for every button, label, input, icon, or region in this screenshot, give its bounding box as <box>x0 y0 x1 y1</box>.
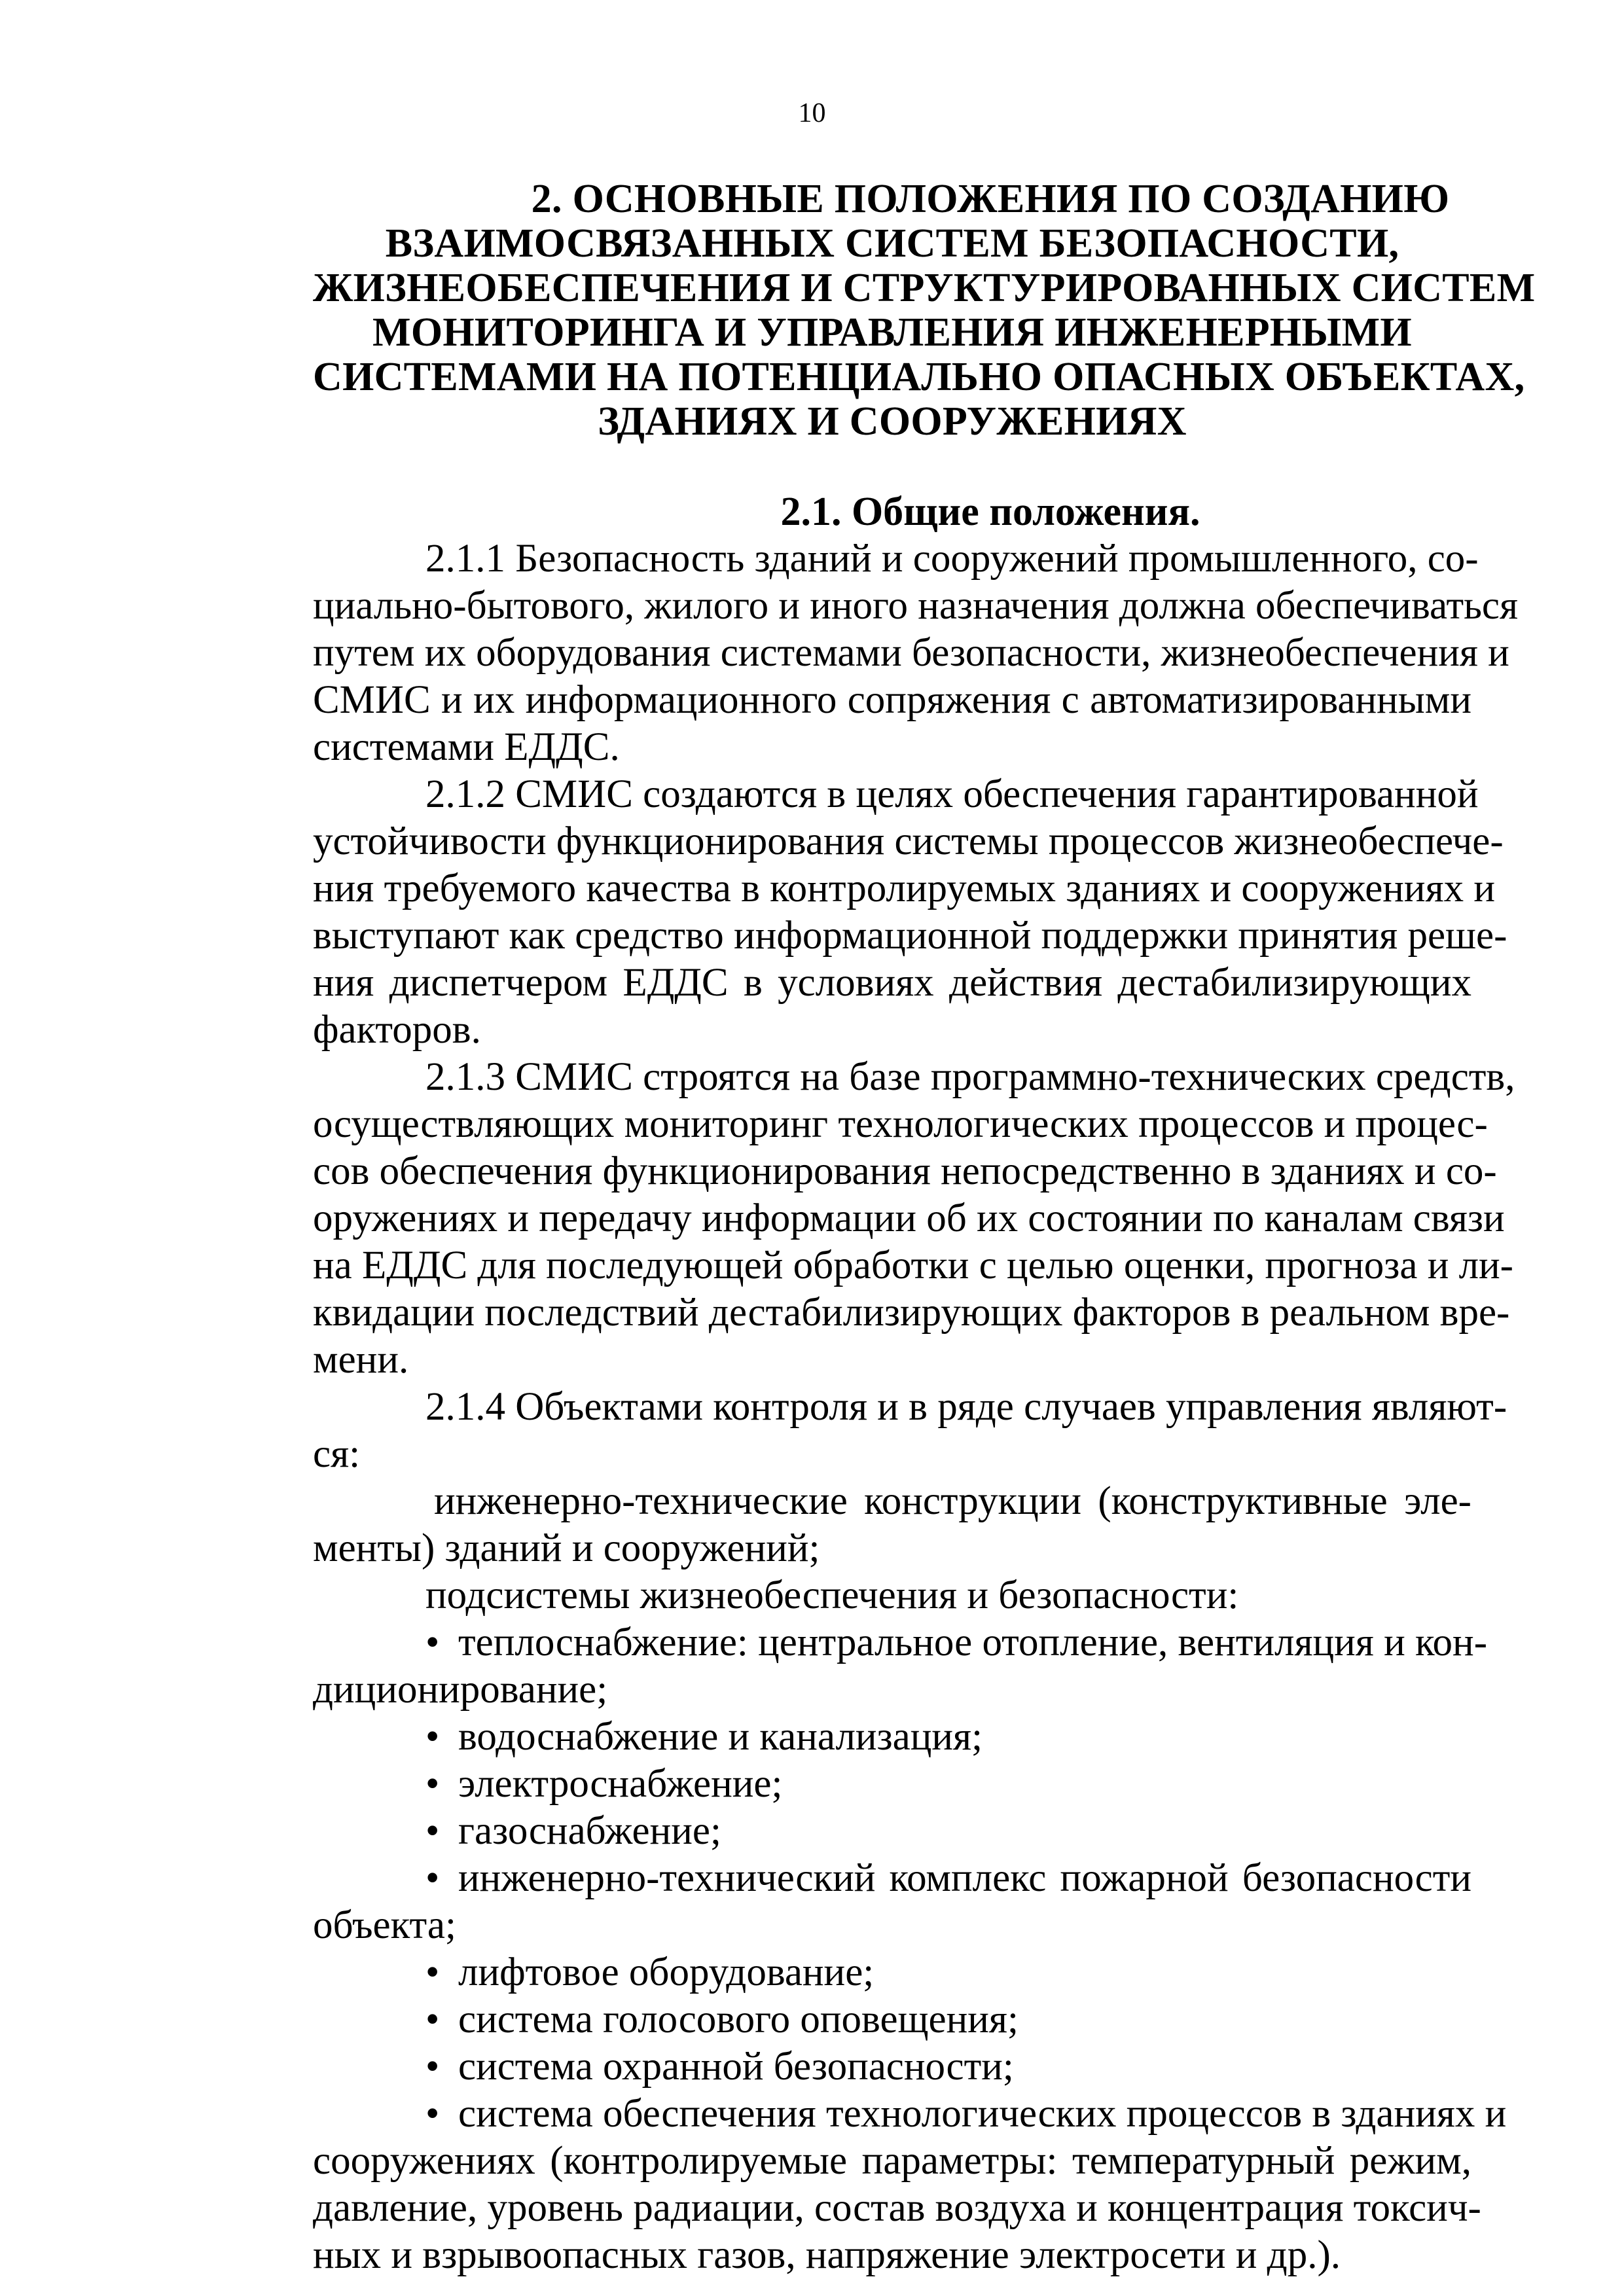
list-item <box>313 1808 1471 1855</box>
paragraph-line: ния требуемого качества в контролируемых зданиях и сооружениях и <box>313 867 1496 910</box>
bullet-icon: • <box>425 1856 440 1900</box>
list-item-line <box>313 1996 1471 2043</box>
list-item-line: давление, уровень радиации, состав воздуха и концентрация токсич- <box>313 2186 1481 2230</box>
paragraph-2-1-3 <box>313 1054 1515 1384</box>
paragraph-line: подсистемы жизнеобеспечения и безопасности: <box>425 1573 1239 1617</box>
list-item-line: ных и взрывоопасных газов, напряжение электросети и др.). <box>313 2233 1341 2277</box>
list-item-line: объекта; <box>313 1903 456 1947</box>
list-item <box>313 1949 1471 1996</box>
chapter-title <box>313 177 1536 444</box>
paragraph-2-1-1 <box>313 535 1519 771</box>
list-item-text: газоснабжение; <box>458 1809 721 1853</box>
paragraph-line: менты) зданий и сооружений; <box>313 1526 820 1570</box>
chapter-title-line: 2. ОСНОВНЫЕ ПОЛОЖЕНИЯ ПО СОЗДАНИЮ <box>531 177 1450 221</box>
paragraph-line: квидации последствий дестабилизирующих факторов в реальном вре- <box>313 1291 1510 1335</box>
list-item <box>313 2043 1471 2090</box>
paragraph-line: системами ЕДДС. <box>313 725 620 769</box>
paragraph-line: факторов. <box>313 1008 481 1052</box>
list-item-line <box>313 2043 1471 2090</box>
list-item-line <box>313 1855 1471 1902</box>
list-item-text: водоснабжение и канализация; <box>458 1715 983 1759</box>
bullet-icon: • <box>425 1809 440 1853</box>
paragraph-line: устойчивости функционирования системы процессов жизнеобеспече- <box>313 819 1504 863</box>
bullet-list <box>313 1619 1507 2279</box>
list-item-text: лифтовое оборудование; <box>458 1950 875 1994</box>
bullet-icon: • <box>425 1621 440 1664</box>
list-item-text: система обеспечения технологических процессов в зданиях и <box>458 2092 1507 2136</box>
list-item-text: теплоснабжение: центральное отопление, вентиляция и кон- <box>458 1621 1488 1664</box>
paragraph-line: 2.1.4 Объектами контроля и в ряде случаев управления являют- <box>425 1385 1507 1429</box>
paragraph-line: 2.1.3 СМИС строятся на базе программно-технических средств, <box>425 1055 1515 1099</box>
paragraph-line: осуществляющих мониторинг технологических процессов и процес- <box>313 1102 1488 1146</box>
bullet-icon: • <box>425 1950 440 1994</box>
list-item-line <box>313 1713 1471 1761</box>
list-item-text: инженерно-технический комплекс пожарной безопасности <box>458 1856 1471 1900</box>
bullet-icon: • <box>425 1762 440 1806</box>
chapter-title-line: ВЗАИМОСВЯЗАННЫХ СИСТЕМ БЕЗОПАСНОСТИ, <box>385 221 1399 266</box>
chapter-title-line: МОНИТОРИНГА И УПРАВЛЕНИЯ ИНЖЕНЕРНЫМИ <box>372 310 1412 355</box>
list-item-line <box>313 2090 1507 2138</box>
paragraph-line: инженерно-технические конструкции (конструктивные эле- <box>434 1479 1471 1523</box>
list-item <box>313 2090 1507 2279</box>
list-item <box>313 1619 1488 1713</box>
paragraph-2-1-2 <box>313 771 1507 1054</box>
paragraph-line: ния диспетчером ЕДДС в условиях действия дестабилизирующих <box>313 961 1471 1005</box>
bullet-icon: • <box>425 2045 440 2089</box>
paragraph-line: сов обеспечения функционирования непосредственно в зданиях и со- <box>313 1149 1497 1193</box>
paragraph-line: СМИС и их информационного сопряжения с автоматизированными <box>313 678 1471 722</box>
paragraph-line: выступают как средство информационной поддержки принятия реше- <box>313 914 1507 958</box>
list-item <box>313 1855 1471 1949</box>
list-item-text: система охранной безопасности; <box>458 2045 1014 2089</box>
paragraph-line: 2.1.1 Безопасность зданий и сооружений промышленного, со- <box>425 537 1479 581</box>
list-item <box>313 1761 1471 1808</box>
body-text <box>313 535 1519 2279</box>
paragraph-line: мени. <box>313 1338 409 1382</box>
list-item-line <box>313 1808 1471 1855</box>
paragraph-line: 2.1.2 СМИС создаются в целях обеспечения гарантированной <box>425 772 1479 816</box>
list-item-line <box>313 1619 1488 1666</box>
page-content <box>313 177 1536 2279</box>
paragraph-2-1-4 <box>313 1384 1507 1619</box>
paragraph-line: циально-бытового, жилого и иного назначения должна обеспечиваться <box>313 584 1519 628</box>
section-title: 2.1. Общие положения. <box>780 490 1200 534</box>
paragraph-line: на ЕДДС для последующей обработки с целью оценки, прогноза и ли- <box>313 1244 1513 1287</box>
list-item-line: диционирование; <box>313 1668 608 1712</box>
list-item <box>313 1713 1471 1761</box>
list-item-line: сооружениях (контролируемые параметры: температурный режим, <box>313 2139 1471 2183</box>
list-item-line <box>313 1761 1471 1808</box>
chapter-title-line: ЖИЗНЕОБЕСПЕЧЕНИЯ И СТРУКТУРИРОВАННЫХ СИСТЕМ <box>313 266 1536 310</box>
paragraph-line: оружениях и передачу информации об их состоянии по каналам связи <box>313 1196 1505 1240</box>
bullet-icon: • <box>425 1715 440 1759</box>
chapter-title-line: СИСТЕМАМИ НА ПОТЕНЦИАЛЬНО ОПАСНЫХ ОБЪЕКТАХ, <box>313 355 1525 399</box>
page-number: 10 <box>798 98 826 128</box>
bullet-icon: • <box>425 1998 440 2041</box>
chapter-title-line: ЗДАНИЯХ И СООРУЖЕНИЯХ <box>598 399 1187 444</box>
list-item <box>313 1996 1471 2043</box>
list-item-line <box>313 1949 1471 1996</box>
bullet-icon: • <box>425 2092 440 2136</box>
list-item-text: система голосового оповещения; <box>458 1998 1019 2041</box>
paragraph-line: путем их оборудования системами безопасности, жизнеобеспечения и <box>313 631 1509 675</box>
list-item-text: электроснабжение; <box>458 1762 783 1806</box>
paragraph-line: ся: <box>313 1432 361 1476</box>
